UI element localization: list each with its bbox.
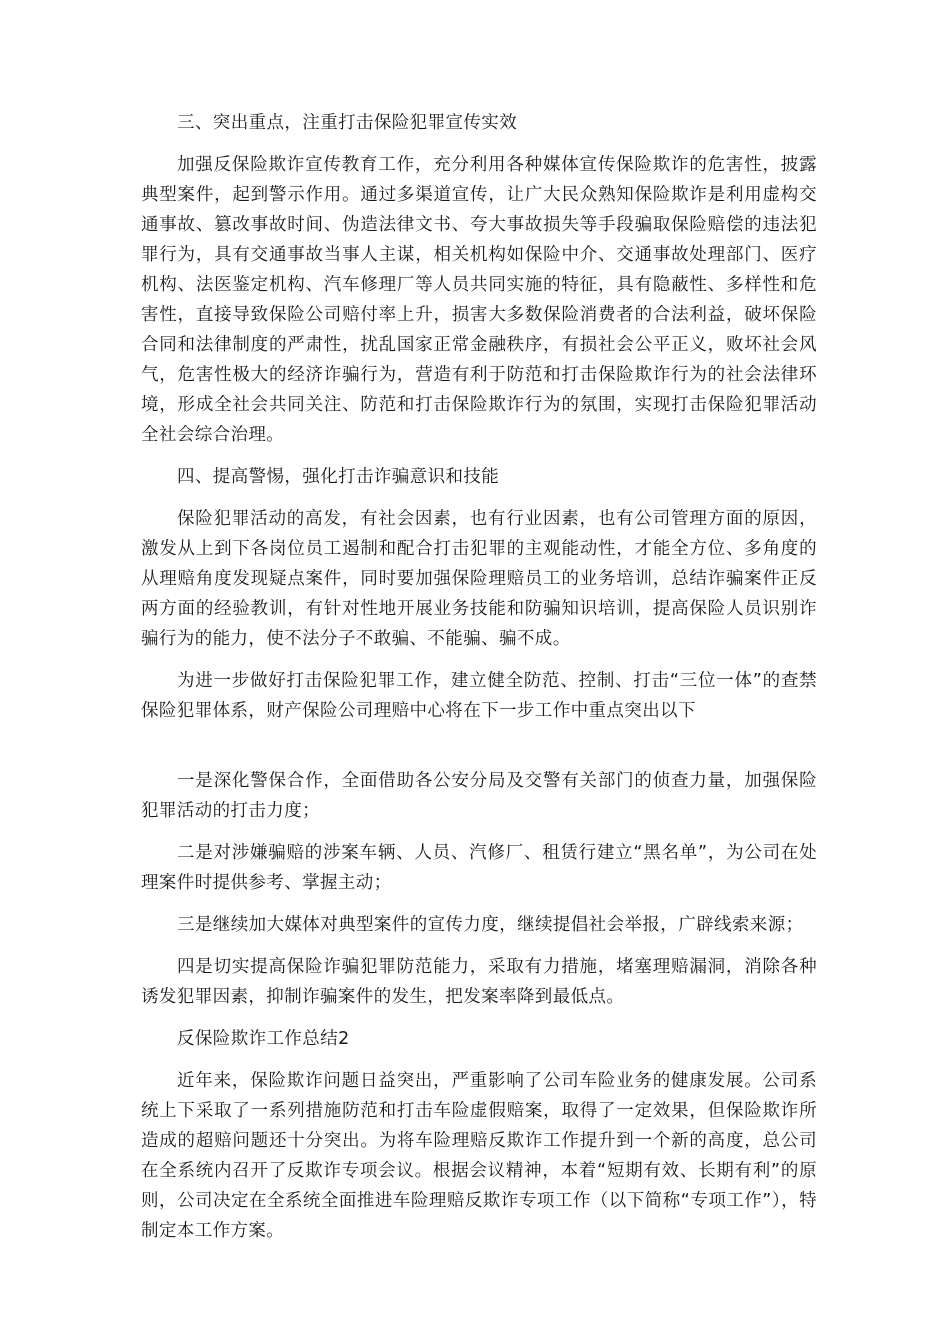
section-title-summary-2: 反保险欺诈工作总结2 xyxy=(177,1029,350,1049)
paragraph-summary-2: 近年来，保险欺诈问题日益突出，严重影响了公司车险业务的健康发展。公司系统上下采取了一系列措施防范和打击车险虚假赔案，取得了一定效果，但保险欺诈所造成的超赔问题还十分突出。为将车险理赔反欺诈工作提升到一个新的高度，总公司在全系统内召开了反欺诈专项会议。根据会议精神，本着“短期有效、长期有利”的原则，公司决定在全系统全面推进车险理赔反欺诈专项工作（以下简称“专项工作”），特制定本工作方案。 xyxy=(141,1071,817,1241)
list-item-3: 三是继续加大媒体对典型案件的宣传力度，继续提倡社会举报，广辟线索来源； xyxy=(177,915,804,935)
paragraph-next-steps: 为进一步做好打击保险犯罪工作，建立健全防范、控制、打击“三位一体”的查禁保险犯罪体系，财产保险公司理赔中心将在下一步工作中重点突出以下 xyxy=(141,671,817,721)
list-item-4: 四是切实提高保险诈骗犯罪防范能力，采取有力措施，堵塞理赔漏洞，消除各种诱发犯罪因素，抑制诈骗案件的发生，把发案率降到最低点。 xyxy=(141,957,817,1007)
document-body xyxy=(141,108,817,1246)
section-heading-4: 四、提高警惕，强化打击诈骗意识和技能 xyxy=(177,467,500,487)
paragraph-publicity: 加强反保险欺诈宣传教育工作，充分利用各种媒体宣传保险欺诈的危害性，披露典型案件，起到警示作用。通过多渠道宣传，让广大民众熟知保险欺诈是利用虚构交通事故、篡改事故时间、伪造法律文书、夸大事故损失等手段骗取保险赔偿的违法犯罪行为，具有交通事故当事人主谋，相关机构如保险中介、交通事故处理部门、医疗机构、法医鉴定机构、汽车修理厂等人员共同实施的特征，具有隐蔽性、多样性和危害性，直接导致保险公司赔付率上升，损害大多数保险消费者的合法利益，破坏保险合同和法律制度的严肃性，扰乱国家正常金融秩序，有损社会公平正义，败坏社会风气，危害性极大的经济诈骗行为，营造有利于防范和打击保险欺诈行为的社会法律环境，形成全社会共同关注、防范和打击保险欺诈行为的氛围，实现打击保险犯罪活动全社会综合治理。 xyxy=(141,155,817,445)
paragraph-vigilance: 保险犯罪活动的高发，有社会因素，也有行业因素，也有公司管理方面的原因，激发从上到下各岗位员工遏制和配合打击犯罪的主观能动性，才能全方位、多角度的从理赔角度发现疑点案件，同时要加强保险理赔员工的业务培训，总结诈骗案件正反两方面的经验教训，有针对性地开展业务技能和防骗知识培训，提高保险人员识别诈骗行为的能力，使不法分子不敢骗、不能骗、骗不成。 xyxy=(141,509,817,649)
section-heading-3: 三、突出重点，注重打击保险犯罪宣传实效 xyxy=(177,113,518,133)
list-item-1: 一是深化警保合作，全面借助各公安分局及交警有关部门的侦查力量，加强保险犯罪活动的打击力度； xyxy=(141,771,817,821)
list-item-2: 二是对涉嫌骗赔的涉案车辆、人员、汽修厂、租赁行建立“黑名单”，为公司在处理案件时提供参考、掌握主动； xyxy=(141,843,817,893)
